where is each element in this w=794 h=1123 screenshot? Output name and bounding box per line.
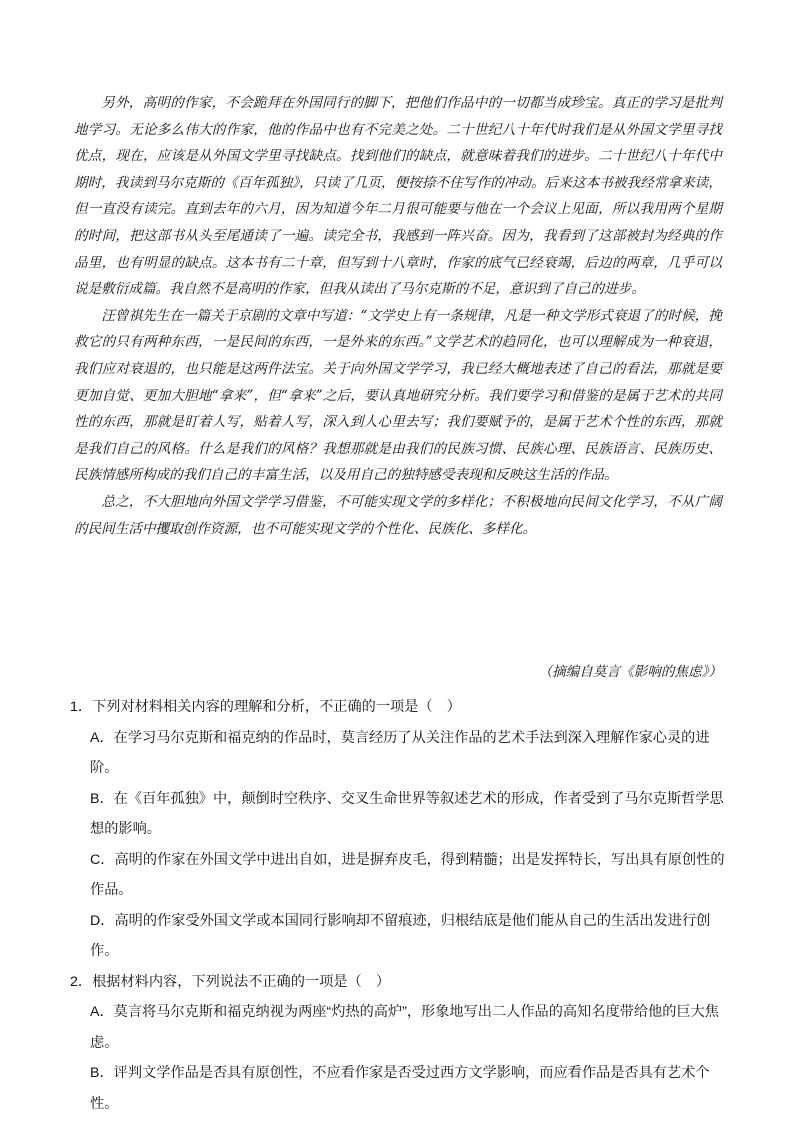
option-text: 在《百年孤独》中，颠倒时空秩序、交叉生命世界等叙述艺术的形成，作者受到了马尔克斯哲学思 [113,790,724,807]
question-stem: 1．下列对材料相关内容的理解和分析，不正确的一项是（ ） [70,699,461,715]
passage-paragraph-2: 汪曾祺先生在一篇关于京剧的文章中写道：“文学史上有一条规律，凡是一种文学形式衰退了的时候，挽救它的只有两种东西，一是民间的东西，一是外来的东西。”文学艺术的趋同化，也可以理解成为一种衰退，我们应对衰退的，也只能是这两件法宝。关于向外国文学学习，我已经大概地表述了自己的看法，那就是要更加自觉、更加大胆地“拿来”，但“拿来”之后，要认真地研究分析。我们要学习和借鉴的是属于艺术的共同性的东西，那就是盯着人写，贴着人写，深入到人心里去写；我们要赋予的，是属于艺术个性的东西，那就是我们自己的风格。什么是我们的风格？我想那就是由我们的民族习惯、民族心理、民族语言、民族历史、民族情感所构成的我们自己的丰富生活，以及用自己的独特感受表现和反映这生活的作品。 [74,307,722,484]
question-1 [70,692,726,967]
option-label: B． [90,790,114,807]
passage-source: （摘编自莫言《影响的焦虑》） [538,664,722,680]
reading-passage [74,90,722,542]
option-d[interactable] [70,906,726,967]
option-b[interactable] [70,1058,726,1119]
option-text: 莫言将马尔克斯和福克纳视为两座“灼热的高炉”，形象地写出二人作品的高知名度带给他的巨大焦 [113,1004,719,1020]
option-label: D． [90,912,115,929]
option-text-continued: 作品。 [90,882,133,898]
question-2 [70,967,726,1120]
option-text-continued: 虑。 [90,1034,119,1051]
option-label: A． [90,729,114,746]
option-a[interactable] [70,723,726,784]
option-text: 评判文学作品是否具有原创性，不应看作家是否受过西方文学影响，而应看作品是否具有艺术个性。 [90,1065,710,1112]
option-text-continued: 想的影响。 [90,821,161,837]
option-label: C． [90,851,115,868]
option-a[interactable] [70,997,726,1058]
option-label: A． [90,1004,114,1020]
option-c[interactable] [70,845,726,906]
questions-section [70,692,726,1119]
passage-paragraph-1: 另外，高明的作家，不会跪拜在外国同行的脚下，把他们作品中的一切都当成珍宝。真正的学习是批判地学习。无论多么伟大的作家，他的作品中也有不完美之处。二十世纪八十年代时我们是从外国文学里寻找优点，现在，应该是从外国文学里寻找缺点。找到他们的缺点，就意味着我们的进步。二十世纪八十年代中期时，我读到马尔克斯的《百年孤独》，只读了几页，便按捺不住写作的冲动。后来这本书被我经常拿来读，但一直没有读完。直到去年的六月，因为知道今年二月很可能要与他在一个会议上见面，所以我用两个星期的时间，把这部书从头至尾通读了一遍。读完全书，我感到一阵兴奋。因为，我看到了这部被封为经典的作品里，也有明显的缺点。这本书有二十章，但写到十八章时，作家的底气已经衰竭，后边的两章，几乎可以说是敷衍成篇。我自然不是高明的作家，但我从读出了马尔克斯的不足，意识到了自己的进步。 [74,95,722,298]
option-text: 高明的作家受外国文学或本国同行影响却不留痕迹，归根结底是他们能从自己的生活出发进行创作。 [90,912,711,959]
option-text: 在学习马尔克斯和福克纳的作品时，莫言经历了从关注作品的艺术手法到深入理解作家心灵的进阶。 [90,729,710,776]
question-stem: 2．根据材料内容，下列说法不正确的一项是（ ） [70,973,391,990]
option-text: 高明的作家在外国文学中进出自如，进是摒弃皮毛，得到精髓；出是发挥特长，写出具有原创性的 [114,851,725,868]
option-label: B． [90,1065,114,1081]
passage-paragraph-3: 总之，不大胆地向外国文学学习借鉴，不可能实现文学的多样化；不积极地向民间文化学习，不从广阔的民间生活中攫取创作资源，也不可能实现文学的个性化、民族化、多样化。 [74,493,722,537]
option-b[interactable] [70,784,726,845]
